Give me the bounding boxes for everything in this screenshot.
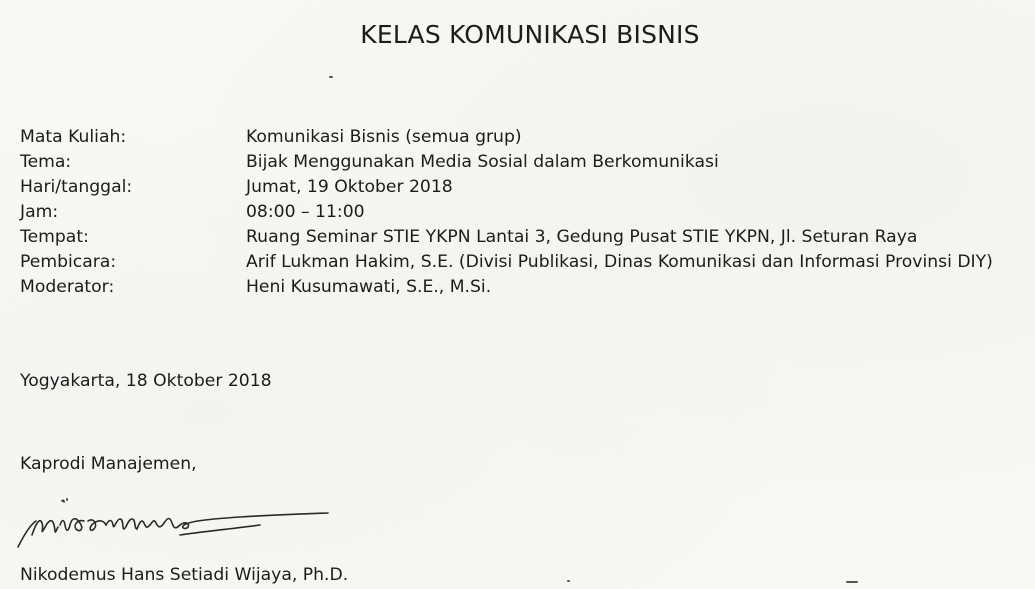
- event-details: [20, 125, 1035, 300]
- scan-speck: [567, 580, 570, 582]
- field-row-moderator: [20, 275, 1035, 300]
- field-row-speaker: [20, 250, 1035, 275]
- signer-role: Kaprodi Manajemen,: [20, 454, 197, 474]
- field-label: Tema:: [20, 152, 72, 172]
- scan-speck: [329, 76, 333, 78]
- scan-speck: [846, 581, 858, 583]
- field-value: Heni Kusumawati, S.E., M.Si.: [246, 277, 492, 297]
- field-value: Ruang Seminar STIE YKPN Lantai 3, Gedung Pusat STIE YKPN, Jl. Seturan Raya: [246, 227, 918, 247]
- field-label: Mata Kuliah:: [20, 127, 127, 147]
- field-value: Bijak Menggunakan Media Sosial dalam Berkomunikasi: [246, 152, 719, 172]
- field-value: 08:00 – 11:00: [246, 202, 365, 222]
- field-value: Arif Lukman Hakim, S.E. (Divisi Publikasi, Dinas Komunikasi dan Informasi Provinsi DIY): [246, 252, 993, 272]
- field-row-time: [20, 200, 1035, 225]
- field-value: Jumat, 19 Oktober 2018: [246, 177, 453, 197]
- field-value: Komunikasi Bisnis (semua grup): [246, 127, 522, 147]
- document-title: KELAS KOMUNIKASI BISNIS: [360, 20, 700, 49]
- place-and-date: Yogyakarta, 18 Oktober 2018: [20, 371, 272, 391]
- field-label: Hari/tanggal:: [20, 177, 133, 197]
- field-row-course: [20, 125, 1035, 150]
- handwritten-signature: [10, 495, 340, 555]
- field-row-venue: [20, 225, 1035, 250]
- field-label: Jam:: [20, 202, 59, 222]
- field-label: Moderator:: [20, 277, 115, 297]
- field-label: Tempat:: [20, 227, 89, 247]
- scan-speck: [66, 498, 68, 501]
- field-row-date: [20, 175, 1035, 200]
- signer-name: Nikodemus Hans Setiadi Wijaya, Ph.D.: [20, 565, 349, 585]
- field-label: Pembicara:: [20, 252, 117, 272]
- field-row-theme: [20, 150, 1035, 175]
